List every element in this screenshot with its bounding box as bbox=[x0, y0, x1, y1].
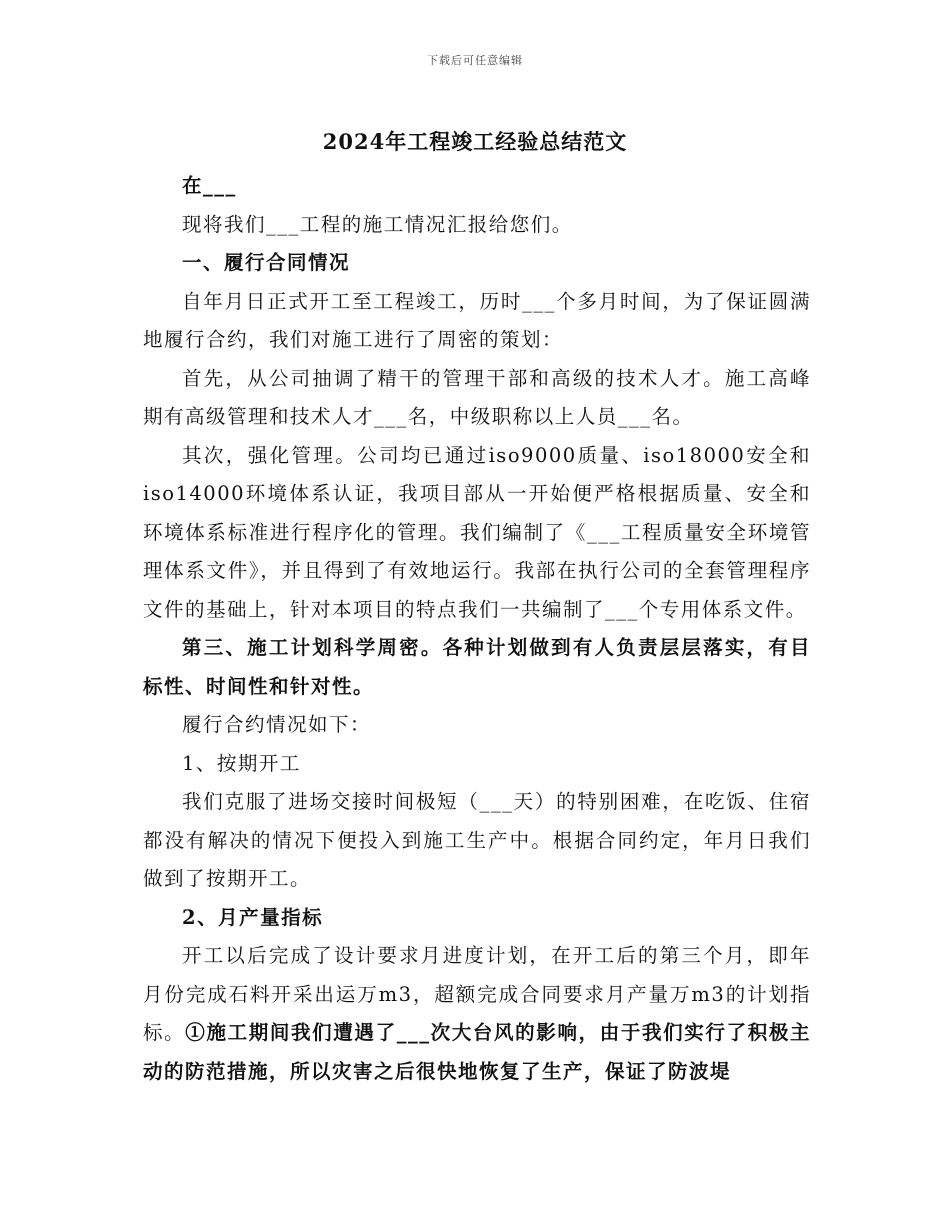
paragraph-staffing: 首先，从公司抽调了精干的管理干部和高级的技术人才。施工高峰期有高级管理和技术人才___名，中级职称以上人员___名。 bbox=[143, 366, 811, 428]
paragraph-contract-status: 履行合约情况如下： bbox=[182, 713, 372, 736]
paragraph-monthly-output bbox=[143, 937, 811, 1091]
paragraph-management: 其次，强化管理。公司均已通过iso9000质量、iso18000安全和iso14000环境体系认证，我项目部从一开始便严格根据质量、安全和环境体系标准进行程序化的管理。我们编制了《___工程质量安全环境管理体系文件》，并且得到了有效地运行。我部在执行公司的全套管理程序文件的基础上，针对本项目的特点我们一共编制了___个专用体系文件。 bbox=[143, 443, 811, 621]
subheading-monthly-output: 2、月产量指标 bbox=[182, 905, 324, 929]
paragraph-on-time-start: 我们克服了进场交接时间极短（___天）的特别困难，在吃饭、住宿都没有解决的情况下便投入到施工生产中。根据合同约定，年月日我们做到了按期开工。 bbox=[143, 790, 811, 890]
document-title: 2024年工程竣工经验总结范文 bbox=[322, 129, 628, 154]
paragraph-schedule: 自年月日正式开工至工程竣工，历时___个多月时间，为了保证圆满地履行合约，我们对施工进行了周密的策划： bbox=[143, 289, 811, 351]
header-note: 下载后可任意编辑 bbox=[427, 54, 523, 67]
salutation: 在___ bbox=[182, 174, 237, 197]
paragraph-planning: 第三、施工计划科学周密。各种计划做到有人负责层层落实，有目标性、时间性和针对性。 bbox=[143, 636, 811, 698]
subheading-on-time-start: 1、按期开工 bbox=[182, 751, 301, 775]
typhoon-text: ①施工期间我们遭遇了___次大台风的影响，由于我们实行了积极主动的防范措施，所以灾害之后很快地恢复了生产，保证了防波堤 bbox=[143, 1021, 811, 1083]
document-body bbox=[143, 167, 811, 1091]
intro-paragraph: 现将我们___工程的施工情况汇报给您们。 bbox=[182, 212, 573, 236]
monthly-output-text: 开工以后完成了设计要求月进度计划，在开工后的第三个月，即年月份完成石料开采出运万m3，超额完成合同要求月产量万m3的计划指标。 bbox=[143, 944, 811, 1044]
section-heading-contract: 一、履行合同情况 bbox=[182, 251, 351, 274]
